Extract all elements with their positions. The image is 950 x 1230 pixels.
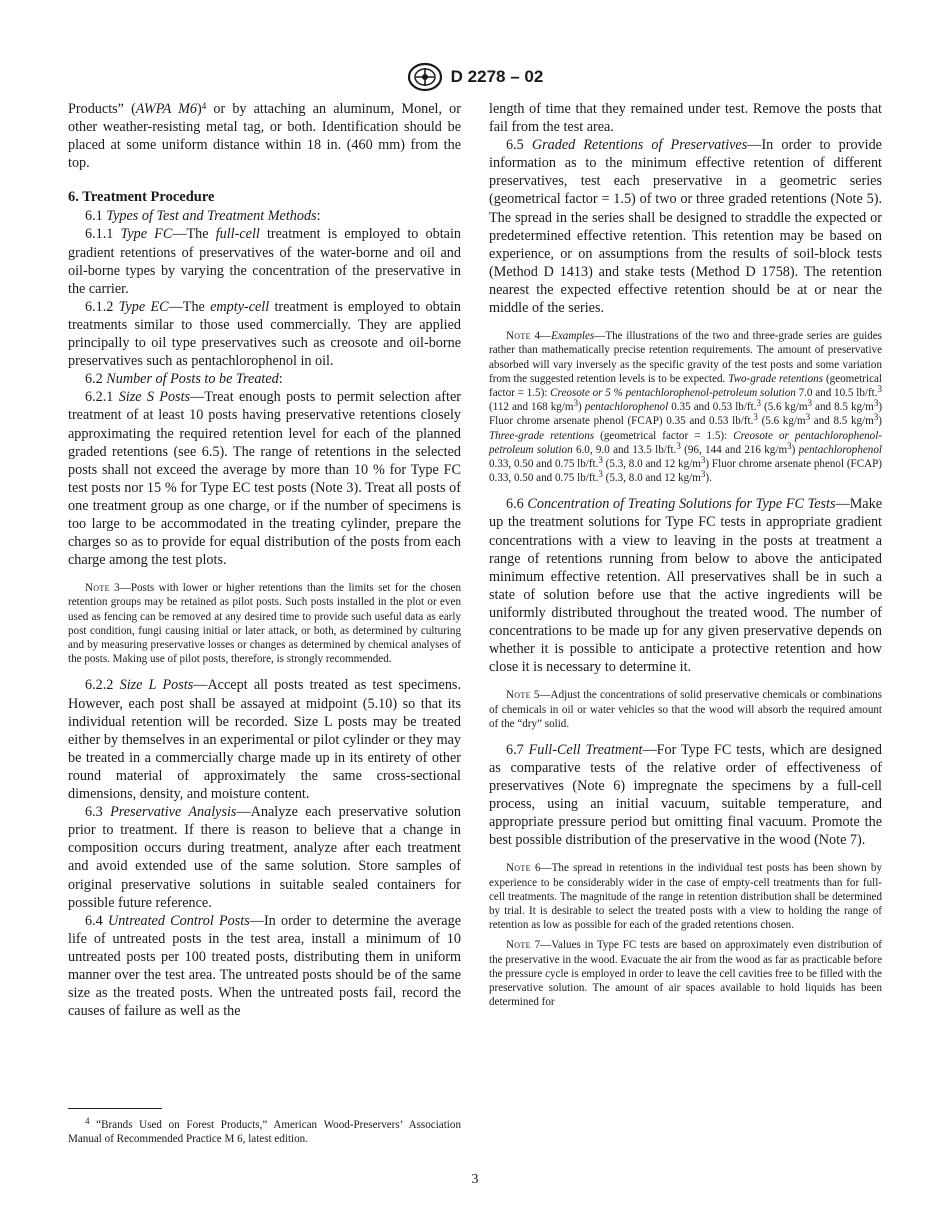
note-3: Note 3—Posts with lower or higher retentions than the limits set for the chosen retention groups may be retained as pilot posts. Such posts installed in the plot or even used as fencing can be removed at any desired time to provide such useful data as early post condition, fungi causing initial or later attack, or both, as determined by culturing and by measuring preservative losses or changes as determined by chemical analyses of the posts. Making use of pilot posts, therefore, is strongly recommended. (68, 582, 461, 666)
document-designation: D 2278 – 02 (450, 67, 544, 86)
left-column (68, 100, 461, 1020)
section-6-7: 6.7 Full-Cell Treatment—For Type FC tests, which are designed as comparative tests of the relative order of effectiveness of preservatives (Note 6) impregnate the specimens by a full-cell process, using an initial vacuum, suitable temperature, and appropriate pressure period but omitting final vacuum. Promote the best possible distribution of the preservative in the wood (Note 7). (489, 741, 882, 849)
section-6-5: 6.5 Graded Retentions of Preservatives—In order to provide information as to the minimum effective retention of different preservatives, test each preservative in a geometric series (geometrical factor = 1.5) of two or three graded retentions (Note 5). The spread in the series shall be designed to straddle the expected or predetermined effective retention. This retention may be based on experience, or on assumptions from the results of soil-block tests (Method D 1413) and stake tests (Method D 1758). The retention nearest the expected effective retention should be at or near the middle of the series. (489, 137, 882, 317)
footnote-divider (68, 1108, 162, 1109)
section-heading: 6. Treatment Procedure (68, 189, 215, 206)
note-4: Note 4—Examples—The illustrations of the two and three-grade series are guides rather than mathematically precise retention requirements. The amount of preservative absorbed will vary inversely as the specific gravity of the test posts and some variation from the suggested retention levels is to be expected. Two-grade retentions (geometrical factor = 1.5): Creosote or 5 % pentachlorophenol-petroleum solution 7.0 and 10.5 lb/ft.$^3$ (112 and 168 $kg/m^3$) pentachlorophenol 0.35 and 0.53 lb/ft.$^3$ (5.6 $kg/m^3$ and 8.5 $kg/m^3$) Fluor chrome arsenate phenol (FCAP) 0.35 and 0.53 lb/ft.$^3$ (5.6 $kg/m^3$ and 8.5 $kg/m^3$) Three-grade retentions (geometrical factor = 1.5): Creosote or pentachlorophenol-petroleum solution 6.0, 9.0 and 13.5 lb/ft.$^3$ (96, 144 and 216 $kg/m^3$) pentachlorophenol 0.33, 0.50 and 0.75 lb/ft.$^3$ (5.3, 8.0 and 12 $kg/m^3$) Fluor chrome arsenate phenol (FCAP) 0.33, 0.50 and 0.75 lb/ft.$^3$ (5.3, 8.0 and 12 $kg/m^3$). (489, 330, 883, 485)
footnote-4: $^4$ “Brands Used on Forest Products,” American Wood-Preservers’ Association Manual of Recommended Practice M 6, latest edition. (68, 1116, 461, 1146)
note-5: Note 5—Adjust the concentrations of solid preservative chemicals or combinations of chemicals in oil or water vehicles so that the wood will absorb the required amount of the “dry” solid. (489, 689, 882, 730)
section-6-1-2: 6.1.2 Type EC—The empty-cell treatment is employed to obtain treatments similar to those used commercially. They are applied principally to oil type preservatives such as creosote and oil-borne preservatives such as pentachlorophenol in oil. (68, 298, 462, 370)
section-6-1-1: 6.1.1 Type FC—The full-cell treatment is employed to obtain gradient retentions of preservatives of the water-borne and oil and oil-borne types by varying the concentration of the preservative in the carrier. (68, 226, 461, 297)
paragraph-continuation: length of time that they remained under test. Remove the posts that fail from the test area. (489, 101, 882, 136)
section-6-4: 6.4 Untreated Control Posts—In order to determine the average life of untreated posts in the test area, install a minimum of 10 untreated posts per 100 treated posts, distributing them in uniform manner over the test area. The untreated posts should be of the same size as the treated posts. When the untreated posts fail, record the causes of failure as well as the (68, 912, 461, 1020)
section-6-3: 6.3 Preservative Analysis—Analyze each preservative solution prior to treatment. If there is reason to believe that a change in composition occurs during treatment, analyze after each treatment and avoid extended use of the same solution. Store samples of original preservative solutions in suitable sealed containers for possible future reference. (68, 804, 461, 911)
right-column (489, 100, 882, 1010)
section-6-1: 6.1 Types of Test and Treatment Methods: (85, 208, 321, 225)
section-6-2: 6.2 Number of Posts to be Treated: (85, 371, 283, 388)
paragraph-continuation: Products” (AWPA M6)$^4$ or by attaching an aluminum, Monel, or other weather-resisting metal tag, or both. Identification should be placed at some uniform distance within 18 in. (460 mm) from the top. (68, 101, 461, 172)
page-number: 3 (471, 1172, 479, 1187)
section-6-2-1: 6.2.1 Size S Posts—Treat enough posts to permit selection after treatment of at least 10 posts having preservative retentions closely approximating the required retention level for each of the planned graded retentions (see 6.5). The range of retentions in the selected posts shall not exceed the average by more than 10 % for Type FC test posts nor 15 % for Type EC test posts (Note 3). Treat all posts of one treatment group as one charge, or if the number of specimens is too large to be accommodated in the treating cylinder, prepare the charges so as to provide for equal distribution of the posts from each charge among the test plots. (68, 389, 461, 569)
astm-logo-icon (407, 62, 443, 92)
note-7: Note 7—Values in Type FC tests are based on approximately even distribution of the preservative in the wood. Evacuate the air from the wood as far as practicable before the pressure cycle is employed in order to leave the cell cavities free to be filled with the preservative solution. The amount of air spaces available to hold liquids has been determined for (489, 939, 882, 1009)
section-6-2-2: 6.2.2 Size L Posts—Accept all posts treated as test specimens. However, each post shall be assayed at midpoint (5.10) so that its individual retention will be recorded. Size L posts may be treated either by themselves in an experimental or pilot cylinder or they may be treated in a commercially charge made up in its entirety of other round material of approximately the same cross-sectional dimensions, density, and moisture content. (68, 677, 461, 803)
page-header (0, 62, 950, 92)
note-6: Note 6—The spread in retentions in the individual test posts has been shown by experience to be considerably wider in the case of empty-cell treatments than for full-cell treatments. The magnitude of the range in retention distribution shall be determined by trial. It is desirable to select the treated posts with a view to holding the range of retention as low as possible for each of the graded retentions chosen. (489, 862, 882, 932)
section-6-6: 6.6 Concentration of Treating Solutions for Type FC Tests—Make up the treatment solutions for Type FC tests in appropriate gradient concentrations with a view to leaving in the posts at treatment a range of retentions running from below to above the anticipated minimum effective retention. All preservatives shall be in such a state of solution before use that the active ingredients will be uniformly distributed throughout the treated wood. The number of concentrations to be made up for any given preservative depends on whether it is possible to anticipate a protective retention and how close it is necessary to determine it. (489, 496, 882, 676)
